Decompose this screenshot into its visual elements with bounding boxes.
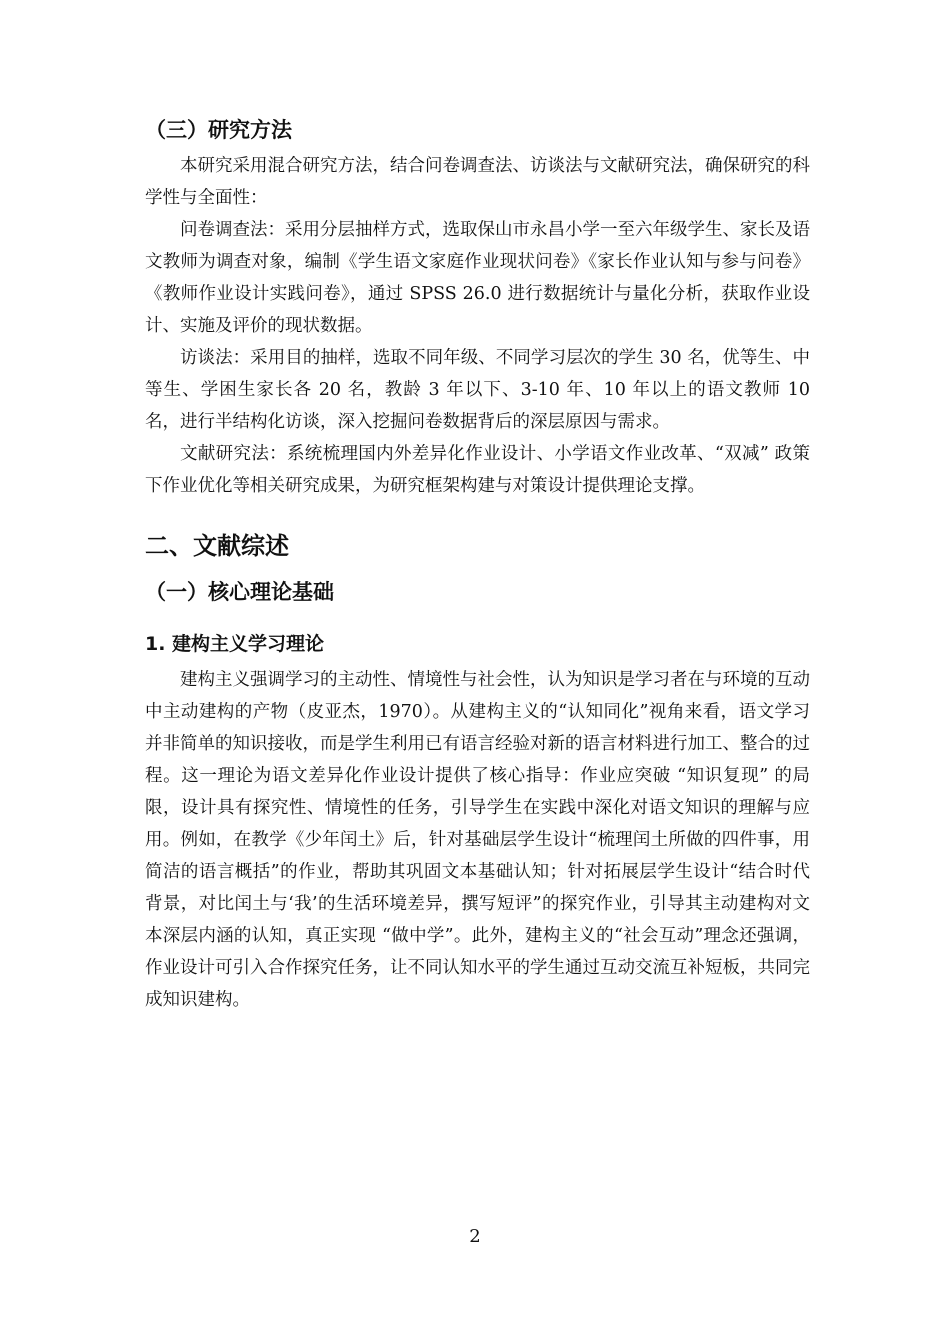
paragraph-intro: 本研究采用混合研究方法，结合问卷调查法、访谈法与文献研究法，确保研究的科学性与全面性： [145, 156, 810, 208]
paragraph-interview: 访谈法：采用目的抽样，选取不同年级、不同学习层次的学生 30 名，优等生、中等生、学困生家长各 20 名，教龄 3 年以下、3-10 年、10 年以上的语文教师 10 名，进行半结构化访谈，深入挖掘问卷数据背后的深层原因与需求。 [145, 348, 810, 432]
item-heading-constructivism: 1. 建构主义学习理论 [145, 633, 325, 655]
paragraph-literature: 文献研究法：系统梳理国内外差异化作业设计、小学语文作业改革、“双减” 政策下作业优化等相关研究成果，为研究框架构建与对策设计提供理论支撑。 [145, 444, 810, 496]
document-page [145, 110, 810, 1016]
paragraph-constructivism: 建构主义强调学习的主动性、情境性与社会性，认为知识是学习者在与环境的互动中主动建构的产物（皮亚杰，1970）。从建构主义的“认知同化”视角来看，语文学习并非简单的知识接收，而是学生利用已有语言经验对新的语言材料进行加工、整合的过程。这一理论为语文差异化作业设计提供了核心指导：作业应突破 “知识复现” 的局限，设计具有探究性、情境性的任务，引导学生在实践中深化对语文知识的理解与应用。例如，在教学《少年闰土》后，针对基础层学生设计“梳理闰土所做的四件事，用简洁的语言概括”的作业，帮助其巩固文本基础认知；针对拓展层学生设计“结合时代背景，对比闰土与‘我’的生活环境差异，撰写短评”的探究作业，引导其主动建构对文本深层内涵的认知，真正实现 “做中学”。此外，建构主义的“社会互动”理念还强调，作业设计可引入合作探究任务，让不同认知水平的学生通过互动交流互补短板，共同完成知识建构。 [145, 670, 810, 1010]
paragraph-questionnaire: 问卷调查法：采用分层抽样方式，选取保山市永昌小学一至六年级学生、家长及语文教师为调查对象，编制《学生语文家庭作业现状问卷》《家长作业认知与参与问卷》《教师作业设计实践问卷》，通过 SPSS 26.0 进行数据统计与量化分析，获取作业设计、实施及评价的现状数据。 [145, 220, 810, 336]
section-heading-core-theory: （一）核心理论基础 [145, 580, 334, 604]
section-heading-methods: （三）研究方法 [145, 118, 292, 142]
chapter-heading-literature-review: 二、文献综述 [145, 532, 289, 560]
page-number: 2 [469, 1226, 481, 1247]
